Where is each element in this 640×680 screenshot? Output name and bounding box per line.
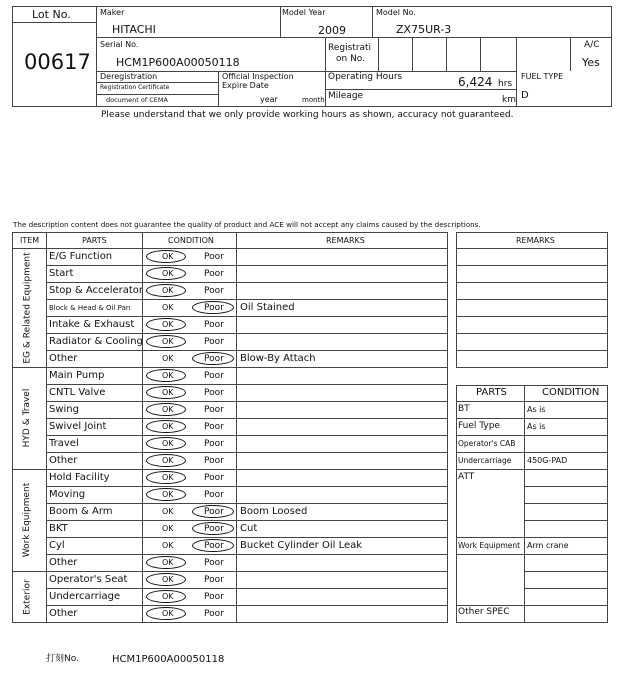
spec-parts-header: PARTS (476, 387, 507, 398)
remark-text: Oil Stained (240, 302, 295, 313)
spec-other-spec-label: Other SPEC (458, 607, 510, 617)
ok-circle-mark (146, 454, 186, 467)
part-name: Hold Facility (49, 472, 110, 483)
ok-circle-mark (146, 369, 186, 382)
poor-option: Poor (204, 490, 224, 500)
poor-option: Poor (204, 337, 224, 347)
poor-option: Poor (204, 269, 224, 279)
registration-certificate-label: Registration Certificate (100, 84, 170, 91)
remark-text: Cut (240, 523, 258, 534)
remark-text: Bucket Cylinder Oil Leak (240, 540, 363, 551)
group-label: Exterior (22, 578, 32, 615)
right-remarks-header: REMARKS (516, 236, 555, 245)
part-name: Main Pump (49, 370, 105, 381)
ok-option: OK (162, 286, 174, 295)
spec-cond-fuel-type: As is (527, 422, 546, 431)
hrs-unit: hrs (498, 79, 513, 89)
mileage-label: Mileage (328, 91, 364, 101)
ok-circle-mark (146, 403, 186, 416)
spec-work-equipment-label: Work Equipment (458, 541, 521, 550)
ac-label: A/C (584, 40, 600, 50)
ok-circle-mark (146, 607, 186, 620)
ok-option: OK (162, 405, 174, 414)
part-name: Undercarriage (49, 591, 121, 602)
ok-circle-mark (146, 556, 186, 569)
part-name: Moving (49, 489, 86, 500)
poor-circle-mark (192, 539, 234, 552)
ok-circle-mark (146, 250, 186, 263)
poor-option: Poor (204, 592, 224, 602)
ok-option: OK (162, 354, 174, 363)
ok-option: OK (162, 439, 174, 448)
poor-option: Poor (204, 609, 224, 619)
poor-option: Poor (204, 575, 224, 585)
ok-option: OK (162, 371, 174, 380)
spec-part-undercarriage: Undercarriage (458, 456, 512, 465)
poor-option: Poor (204, 371, 224, 381)
ok-circle-mark (146, 437, 186, 450)
ok-option: OK (162, 320, 174, 329)
deregistration-label: Deregistration (100, 72, 158, 81)
poor-option: Poor (204, 320, 224, 330)
ok-circle-mark (146, 590, 186, 603)
part-name: Stop & Accelerator (49, 285, 144, 296)
part-name: Intake & Exhaust (49, 319, 135, 330)
footer-stamp-label: 打刻No. (46, 654, 79, 664)
part-name: Operator's Seat (49, 574, 128, 585)
group-label: EG & Related Equipment (22, 251, 32, 364)
ok-option: OK (162, 473, 174, 482)
part-name: Other (49, 455, 78, 466)
spec-att-label: ATT (458, 472, 475, 482)
poor-circle-mark (192, 505, 234, 518)
ok-option: OK (162, 558, 174, 567)
part-name: Swivel Joint (49, 421, 107, 432)
spec-part-fuel-type: Fuel Type (458, 421, 500, 431)
poor-option: Poor (204, 405, 224, 415)
part-name: Radiator & Cooling (49, 336, 143, 347)
ok-option: OK (162, 592, 174, 601)
model-year-label: Model Year (282, 8, 326, 17)
spec-condition-header: CONDITION (542, 387, 600, 398)
spec-work-equipment-value: Arm crane (527, 541, 569, 550)
model-no-value: ZX75UR-3 (396, 23, 452, 36)
ok-option: OK (162, 575, 174, 584)
spec-cond-bt: As is (527, 405, 546, 414)
ok-circle-mark (146, 335, 186, 348)
poor-option: Poor (204, 439, 224, 449)
remark-text: Blow-By Attach (240, 353, 316, 364)
ok-option: OK (162, 456, 174, 465)
model-year-value: 2009 (318, 24, 346, 37)
part-name: Other (49, 557, 78, 568)
operating-hours-value: 6,424 (458, 75, 493, 89)
poor-option: Poor (204, 286, 224, 296)
part-name: Other (49, 353, 78, 364)
ok-option: OK (162, 252, 174, 261)
lot-label: Lot No. (32, 8, 71, 21)
part-name: Swing (49, 404, 79, 415)
part-name: CNTL Valve (49, 387, 106, 398)
spec-part-bt: BT (458, 404, 470, 414)
serial-label: Serial No. (100, 40, 139, 49)
ok-option: OK (162, 337, 174, 346)
poor-circle-mark (192, 522, 234, 535)
part-name: Start (49, 268, 74, 279)
inspection-label: Official Inspection (222, 72, 294, 81)
poor-option: Poor (204, 388, 224, 398)
serial-value: HCM1P600A00050118 (116, 56, 240, 69)
ok-circle-mark (146, 420, 186, 433)
month-label: month (302, 96, 325, 104)
spec-cond-undercarriage: 450G-PAD (527, 456, 568, 465)
part-name: Boom & Arm (49, 506, 113, 517)
ok-option: OK (162, 422, 174, 431)
ok-circle-mark (146, 488, 186, 501)
fuel-type-value: D (521, 90, 529, 101)
item-header: ITEM (20, 236, 40, 245)
ok-circle-mark (146, 284, 186, 297)
poor-option: Poor (204, 456, 224, 466)
ok-option: OK (162, 303, 174, 312)
ok-circle-mark (146, 573, 186, 586)
group-label: HYD & Travel (22, 388, 32, 448)
remark-text: Boom Loosed (240, 506, 308, 517)
poor-option: Poor (204, 558, 224, 568)
footer-stamp-value: HCM1P600A00050118 (112, 654, 225, 665)
condition-header: CONDITION (168, 236, 214, 245)
disclaimer: The description content does not guarantee the quality of product and ACE will not accept any claims caused by the descriptions. (13, 220, 481, 229)
poor-option: Poor (204, 541, 224, 551)
ok-option: OK (162, 507, 174, 516)
spec-part-operators-cab: Operator's CAB (458, 439, 516, 448)
ok-option: OK (162, 524, 174, 533)
remarks-panel (456, 232, 608, 368)
poor-option: Poor (204, 303, 224, 313)
ok-option: OK (162, 609, 174, 618)
poor-option: Poor (204, 473, 224, 483)
maker-value: HITACHI (112, 23, 156, 36)
part-name: Travel (49, 438, 79, 449)
poor-option: Poor (204, 507, 224, 517)
part-name: BKT (49, 523, 68, 534)
ok-circle-mark (146, 318, 186, 331)
year-label: year (260, 95, 278, 104)
ok-option: OK (162, 269, 174, 278)
accuracy-notice: Please understand that we only provide working hours as shown, accuracy not guaranteed. (101, 110, 514, 120)
ok-option: OK (162, 490, 174, 499)
part-name: Other (49, 608, 78, 619)
fuel-type-label: FUEL TYPE (521, 72, 564, 81)
km-unit: km (502, 95, 516, 105)
group-label: Work Equipment (22, 482, 32, 558)
poor-option: Poor (204, 252, 224, 262)
operating-hours-label: Operating Hours (328, 72, 403, 82)
lot-number: 00617 (24, 50, 91, 74)
poor-option: Poor (204, 422, 224, 432)
poor-option: Poor (204, 354, 224, 364)
parts-header: PARTS (82, 236, 107, 245)
part-name: E/G Function (49, 251, 113, 262)
remarks-header: REMARKS (326, 236, 365, 245)
ok-circle-mark (146, 386, 186, 399)
maker-label: Maker (100, 8, 125, 17)
poor-option: Poor (204, 524, 224, 534)
part-name: Block & Head & Oil Pan (49, 304, 131, 312)
ok-circle-mark (146, 267, 186, 280)
ok-option: OK (162, 388, 174, 397)
ok-option: OK (162, 541, 174, 550)
ac-value: Yes (582, 56, 600, 69)
ok-circle-mark (146, 471, 186, 484)
cema-label: document of CEMA (106, 96, 168, 104)
part-name: Cyl (49, 540, 65, 551)
registration-label: Registrati (328, 43, 372, 53)
poor-circle-mark (192, 301, 234, 314)
poor-circle-mark (192, 352, 234, 365)
model-no-label: Model No. (376, 8, 416, 17)
